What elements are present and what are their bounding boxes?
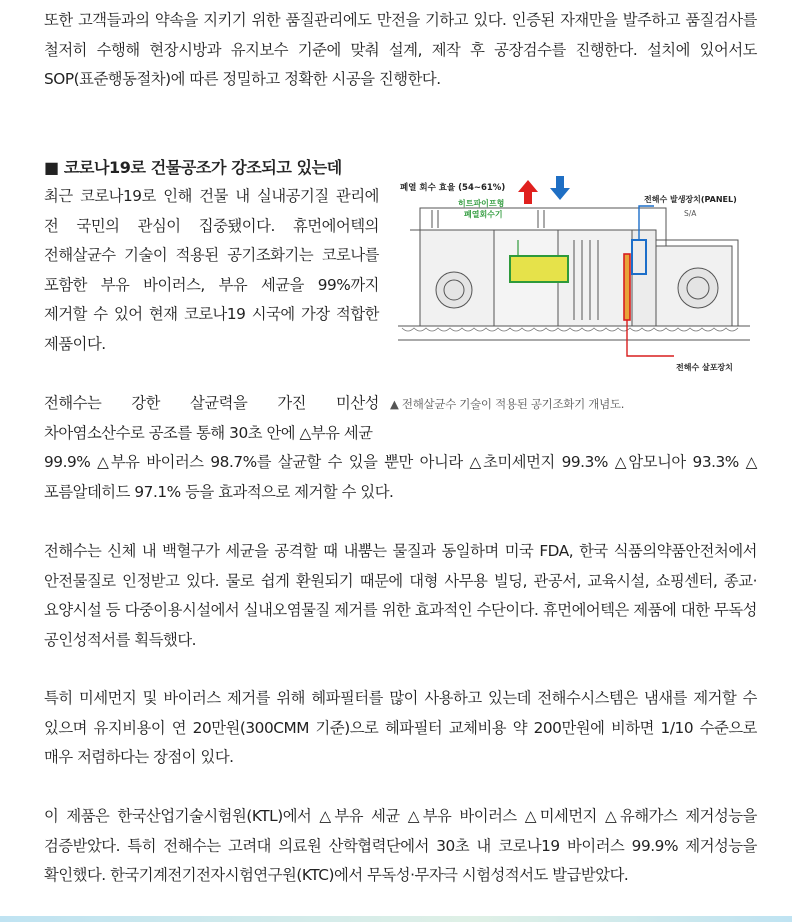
- arrow-down-icon: [550, 176, 570, 200]
- paragraph-fda: 전해수는 신체 내 백혈구가 세균을 공격할 때 내뿜는 물질과 동일하며 미국 FDA, 한국 식품의약품안전처에서 안전물질로 인정받고 있다. 물로 쉽게 환원되기 때문에 대형 사무용 빌딩, 관공서, 교육시설, 쇼핑센터, 종교·요양시설 등 다중이용시설에서 실내오염물질 제거를 위한 효과적인 수단이다. 휴먼에어텍은 제품에 대한 무독성 공인성적서를 획득했다.: [44, 542, 757, 649]
- side-paragraph-2: 전해수는 강한 살균력을 가진 미산성 차아염소산수로 공조를 통해 30초 안에 △부유 세균: [44, 394, 379, 442]
- arrow-up-icon: [518, 180, 538, 204]
- figure-caption: [390, 394, 770, 414]
- caption-text: 전해살균수 기술이 적용된 공기조화기 개념도.: [401, 397, 625, 411]
- label-efficiency: 폐열 회수 효율 (54~61%): [400, 183, 506, 193]
- section-heading: [44, 154, 342, 182]
- side-paragraph-1: 최근 코로나19로 인해 건물 내 실내공기질 관리에 전 국민의 관심이 집중됐이다. 휴먼에어텍의 전해살균수 기술이 적용된 공기조화기는 코로나를 포함한 부유 바이러스, 부유 세균을 99%까지 제거할 수 있어 현재 코로나19 시국에 가장 적합한 제품이다.: [44, 187, 379, 353]
- label-panel: 전해수 발생장치(PANEL): [644, 195, 737, 204]
- label-heatpipe-2: 폐열회수기: [464, 210, 503, 219]
- heading-marker: ■: [44, 158, 59, 177]
- label-sa: S/A: [684, 209, 697, 218]
- label-spray: 전해수 살포장치: [676, 363, 733, 372]
- label-heatpipe-1: 히트파이프형: [458, 199, 505, 208]
- paragraph-ktl: 이 제품은 한국산업기술시험원(KTL)에서 △부유 세균 △부유 바이러스 △미세먼지 △유해가스 제거성능을 검증받았다. 특히 전해수는 고려대 의료원 산학협력단에서 30초 내 코로나19 바이러스 99.9% 제거성능을 확인했다. 한국기계전기전자시험연구원(KTC)에서 무독성·무자극 시험성적서도 발급받았다.: [44, 807, 757, 884]
- paragraph-hepa: 특히 미세먼지 및 바이러스 제거를 위해 헤파필터를 많이 사용하고 있는데 전해수시스템은 냄새를 제거할 수 있으며 유지비용이 연 20만원(300CMM 기준)으로 헤파필터 교체비용 약 200만원에 비하면 1/10 수준으로 매우 저렴하다는 장점이 있다.: [44, 689, 757, 766]
- caption-marker: ▲: [390, 397, 399, 411]
- intro-paragraph: 또한 고객들과의 약속을 지키기 위한 품질관리에도 만전을 기하고 있다. 인증된 자재만을 발주하고 품질검사를 철저히 수행해 현장시방과 유지보수 기준에 맞춰 설계, 제작 후 공장검수를 진행한다. 설치에 있어서도 SOP(표준행동절차)에 따른 정밀하고 정확한 시공을 진행한다.: [44, 11, 757, 88]
- continued-paragraph: 99.9% △부유 바이러스 98.7%를 살균할 수 있을 뿐만 아니라 △초미세먼지 99.3% △암모니아 93.3% △포름알데히드 97.1% 등을 효과적으로 제거할 수 있다.: [44, 453, 757, 501]
- ahu-concept-diagram: [398, 170, 760, 380]
- heading-title: 코로나19로 건물공조가 강조되고 있는데: [63, 158, 342, 177]
- bottom-decoration: [0, 916, 792, 922]
